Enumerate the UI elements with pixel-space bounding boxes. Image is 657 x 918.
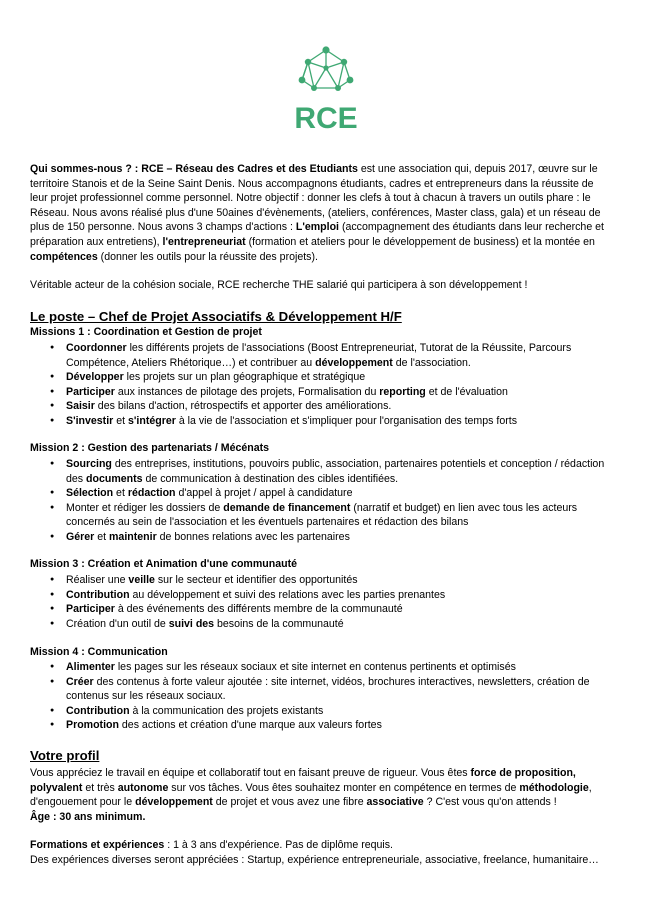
- bold-text: développement: [315, 356, 393, 369]
- bullet-line: [66, 675, 626, 690]
- bullet-item: [66, 718, 626, 733]
- bullet-item: [66, 617, 626, 632]
- bold-text: Âge : 30 ans minimum.: [30, 810, 146, 823]
- bullet-item: [66, 530, 626, 545]
- bullet-line: [66, 573, 626, 588]
- bold-text: veille: [128, 574, 155, 586]
- text-run: des actions et création d'une marque aux valeurs fortes: [118, 719, 382, 732]
- bold-text: compétences: [30, 250, 98, 263]
- text-run: : 1 à 3 ans d'expérience. Pas de diplôme requis.: [164, 839, 393, 851]
- bullet-item: [66, 370, 626, 385]
- text-run: de l'association.: [392, 356, 471, 369]
- text-run: territoire Stanois et de la Seine Saint Denis. Nous accompagnons étudiants, cadres et entrepreneurs dans la réussite de: [30, 177, 594, 190]
- text-run: des bilans d'action, rétrospectifs et apporter des améliorations.: [94, 400, 392, 413]
- bold-text: Développer: [66, 371, 124, 384]
- profil-line: [30, 810, 624, 825]
- bullet-line: [66, 370, 626, 385]
- text-run: est une association qui, depuis 2017, œuvre sur le: [357, 163, 598, 175]
- bullet-line: [66, 718, 626, 733]
- bullet-line: [66, 457, 626, 472]
- bullet-line: [66, 341, 626, 356]
- text-run: (narratif et budget) en lien avec tous les acteurs: [350, 501, 578, 514]
- text-run: à la vie de l'association et s'impliquer pour l'organisation des temps forts: [175, 414, 517, 427]
- text-run: et: [113, 414, 129, 427]
- bold-text: Formations et expériences: [30, 839, 165, 851]
- bullet-line: [66, 472, 626, 487]
- bold-text: Alimenter: [66, 661, 115, 673]
- mission-1-list: [66, 341, 626, 429]
- text-run: aux instances de pilotage des projets, Formalisation du: [114, 385, 380, 398]
- text-run: de communication à destination des cibles identifiées.: [142, 472, 399, 485]
- mission-1-title: Missions 1 : Coordination et Gestion de projet: [30, 326, 262, 338]
- bold-text: S'investir: [66, 414, 114, 427]
- formation-paragraph: [30, 838, 624, 867]
- bullet-line: [66, 689, 626, 704]
- text-run: Création d'un outil de: [66, 617, 169, 630]
- bullet-line: [66, 399, 626, 414]
- text-run: Compétence, Ateliers Rhétorique…) et contribuer au: [66, 356, 316, 369]
- bullet-line: [66, 385, 626, 400]
- bold-text: suivi des: [168, 617, 215, 630]
- bullet-item: [66, 573, 626, 588]
- text-run: (accompagnement des étudiants dans leur recherche et: [339, 221, 604, 234]
- bold-text: développement: [135, 796, 213, 809]
- mission-4-list: [66, 660, 626, 733]
- text-run: les projets sur un plan géographique et stratégique: [123, 371, 366, 384]
- text-run: sur vos tâches. Vous êtes souhaitez monter en compétence en termes de: [168, 781, 520, 794]
- text-run: contenus sur les réseaux sociaux.: [66, 690, 226, 703]
- bold-text: reporting: [379, 385, 426, 398]
- bold-text: l'entrepreneuriat: [162, 235, 246, 248]
- text-run: ,: [588, 781, 592, 794]
- poste-title: Le poste – Chef de Projet Associatifs & Développement H/F: [30, 309, 402, 324]
- intro-line: [30, 162, 624, 177]
- bold-text: Contribution: [66, 588, 130, 601]
- bullet-item: [66, 704, 626, 719]
- bullet-item: [66, 602, 626, 617]
- text-run: les différents projets de l'associations (Boost Entrepreneuriat, Tutorat de la Réussite, Parcours: [126, 342, 572, 354]
- bold-text: demande de financement: [223, 501, 351, 514]
- bullet-item: [66, 660, 626, 675]
- bold-text: Coordonner: [66, 342, 127, 354]
- bold-text: rédaction: [127, 487, 176, 500]
- bold-text: Sourcing: [66, 458, 112, 470]
- bold-text: polyvalent: [30, 781, 83, 794]
- text-run: Réaliser une: [66, 574, 129, 586]
- profil-line: [30, 795, 624, 810]
- bold-text: Gérer: [66, 530, 95, 543]
- bold-text: Créer: [66, 675, 94, 688]
- text-run: à la communication des projets existants: [129, 704, 324, 717]
- text-run: leur projet professionnel comme personnel. Notre objectif : donner les clefs à tout à chacun à travers un outils phare : le: [30, 192, 591, 205]
- text-run: Vous appréciez le travail en équipe et collaboratif tout en faisant preuve de rigueur. Vous êtes: [30, 767, 471, 779]
- text-run: de projet et vous avez une fibre: [212, 796, 367, 809]
- bullet-line: [66, 704, 626, 719]
- rce-logo: [286, 42, 366, 134]
- bullet-item: [66, 486, 626, 501]
- mission-3-title: Mission 3 : Création et Animation d'une communauté: [30, 558, 297, 570]
- intro-line: [30, 177, 624, 192]
- intro-line: [30, 191, 624, 206]
- bullet-item: [66, 675, 626, 704]
- text-run: des: [66, 472, 87, 485]
- bullet-item: [66, 385, 626, 400]
- formation-line: [30, 853, 624, 868]
- text-run: concernés au sein de l'association et les éventuels partenaires et rédaction des bilans: [66, 516, 469, 529]
- bold-text: méthodologie: [519, 781, 589, 794]
- bullet-item: [66, 341, 626, 370]
- mission-3-list: [66, 573, 626, 631]
- text-run: Monter et rédiger les dossiers de: [66, 501, 224, 514]
- bullet-line: [66, 530, 626, 545]
- bold-text: force de proposition,: [470, 767, 576, 779]
- intro-line: [30, 250, 624, 265]
- bullet-item: [66, 457, 626, 486]
- text-run: des entreprises, institutions, pouvoirs public, association, partenaires potentiels et conception / rédaction: [111, 458, 605, 470]
- text-run: et très: [82, 781, 118, 794]
- mission-2-list: [66, 457, 626, 545]
- bullet-line: [66, 588, 626, 603]
- text-run: d'engouement pour le: [30, 796, 136, 809]
- text-run: et: [113, 487, 128, 500]
- text-run: des contenus à forte valeur ajoutée : site internet, vidéos, brochures interactives, newsletters, création de: [93, 675, 590, 688]
- bold-text: s'intégrer: [128, 414, 176, 427]
- text-run: plus de 150 personne. Nous avons 3 champs d'actions :: [30, 221, 296, 234]
- text-run: et de l'évaluation: [425, 385, 508, 398]
- bullet-line: [66, 617, 626, 632]
- bullet-line: [66, 486, 626, 501]
- profil-title: Votre profil: [30, 748, 100, 763]
- bold-text: documents: [86, 472, 143, 485]
- bold-text: Saisir: [66, 400, 95, 413]
- bold-text: L'emploi: [295, 221, 339, 234]
- text-run: d'appel à projet / appel à candidature: [175, 487, 353, 500]
- bullet-item: [66, 501, 626, 530]
- text-run: sur le secteur et identifier des opportunités: [154, 574, 358, 586]
- bullet-line: [66, 602, 626, 617]
- intro-line: [30, 220, 624, 235]
- intro-closing: Véritable acteur de la cohésion sociale, RCE recherche THE salarié qui participera à son développement !: [30, 279, 528, 291]
- bold-text: Participer: [66, 385, 115, 398]
- logo-text: RCE: [294, 102, 358, 134]
- bold-text: maintenir: [109, 530, 157, 543]
- text-run: Des expériences diverses seront appréciées : Startup, expérience entrepreneuriale, associative, freelance, humanitaire…: [30, 853, 599, 866]
- bullet-line: [66, 356, 626, 371]
- intro-paragraph: [30, 162, 624, 264]
- profil-paragraph: [30, 766, 624, 824]
- bold-text: associative: [366, 796, 424, 809]
- bold-text: Qui sommes-nous ? : RCE – Réseau des Cadres et des Etudiants: [30, 163, 358, 175]
- bold-text: Promotion: [66, 719, 119, 732]
- profil-line: [30, 766, 624, 781]
- intro-line: [30, 206, 624, 221]
- bullet-line: [66, 501, 626, 516]
- bullet-line: [66, 414, 626, 429]
- formation-line: [30, 838, 624, 853]
- bold-text: Contribution: [66, 704, 130, 717]
- bullet-line: [66, 515, 626, 530]
- mission-2-title: Mission 2 : Gestion des partenariats / Mécénats: [30, 442, 270, 454]
- bullet-item: [66, 588, 626, 603]
- bold-text: autonome: [117, 781, 169, 794]
- bold-text: Sélection: [66, 487, 114, 500]
- bullet-line: [66, 660, 626, 675]
- text-run: (donner les outils pour la réussite des projets).: [97, 250, 318, 263]
- text-run: Réseau. Nous avons réalisé plus d'une 50aines d'évènements, (ateliers, conférences, Master class, gala) et un réseau de: [30, 206, 601, 219]
- text-run: au développement et suivi des relations avec les parties prenantes: [129, 588, 446, 601]
- text-run: à des événements des différents membre de la communauté: [114, 603, 403, 616]
- text-run: ? C'est vous qu'on attends !: [423, 796, 557, 809]
- text-run: les pages sur les réseaux sociaux et site internet en contenus pertinents et optimisés: [114, 661, 516, 673]
- mission-4-title: Mission 4 : Communication: [30, 646, 168, 658]
- profil-line: [30, 781, 624, 796]
- text-run: besoins de la communauté: [214, 617, 344, 630]
- text-run: (formation et ateliers pour le développement de business) et la montée en: [245, 235, 595, 248]
- intro-line: [30, 235, 624, 250]
- text-run: préparation aux entretiens),: [30, 235, 163, 248]
- bullet-item: [66, 414, 626, 429]
- bullet-item: [66, 399, 626, 414]
- text-run: de bonnes relations avec les partenaires: [156, 530, 350, 543]
- text-run: et: [94, 530, 110, 543]
- bold-text: Participer: [66, 603, 115, 616]
